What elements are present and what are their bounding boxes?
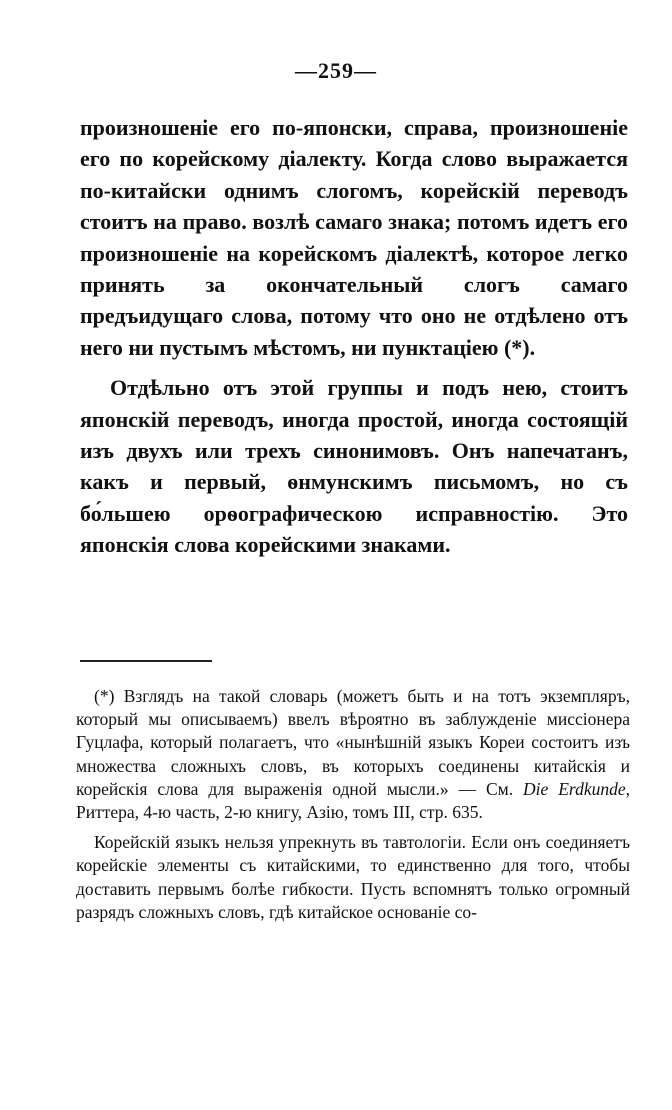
page-number: —259— [295, 58, 377, 83]
body-paragraph-2: Отдѣльно отъ этой группы и подъ нею, стоитъ японскій переводъ, иногда простой, иногда состоящій изъ двухъ или трехъ синонимовъ. Онъ напечатанъ, какъ и первый, ѳнмунскимъ письмомъ, но съ бо́льшею орѳографическою исправностію. Это японскія слова корейскими знаками. [80, 375, 628, 558]
footnote-1-reference: , Риттера, 4-ю часть, 2-ю книгу, Азію, томъ III, стр. 635. [76, 778, 630, 823]
footnotes [76, 685, 630, 924]
body-paragraph-1: произношеніе его по-японски, справа, произношеніе его по корейскому діалекту. Когда слово выражается по-китайски однимъ слогомъ, корейскій переводъ стоитъ на право. возлѣ самаго знака; потомъ идетъ его произношеніе на корейскомъ діалектѣ, которое легко принять за окончательный слогъ самаго предъидущаго слова, потому что оно не отдѣлено отъ него ни пустымъ мѣстомъ, ни пунктаціею (*). [80, 115, 628, 360]
footnote-divider [80, 660, 212, 662]
footnote-1 [76, 685, 630, 824]
footnote-1-book-title: Die Erdkunde [523, 778, 626, 799]
main-text [80, 112, 628, 561]
footnote-1-text: (*) Взглядъ на такой словарь (можетъ быть и на тотъ экземпляръ, который мы описываемъ) ввелъ вѣроятно въ заблужденіе миссіонера Гуцлафа, который полагаетъ, что «нынѣшній языкъ Кореи состоитъ изъ множества сложныхъ словъ, въ которыхъ соединены китайскія и корейскія слова для выраженія одной мысли.» — См. [76, 686, 630, 799]
footnote-2: Корейскій языкъ нельзя упрекнуть въ тавтологіи. Если онъ соединяетъ корейскіе элементы съ китайскими, то единственно для того, чтобы доставить первымъ болѣе гибкости. Пусть вспомнятъ только огромный разрядъ сложныхъ словъ, гдѣ китайское основаніе со- [76, 832, 630, 922]
